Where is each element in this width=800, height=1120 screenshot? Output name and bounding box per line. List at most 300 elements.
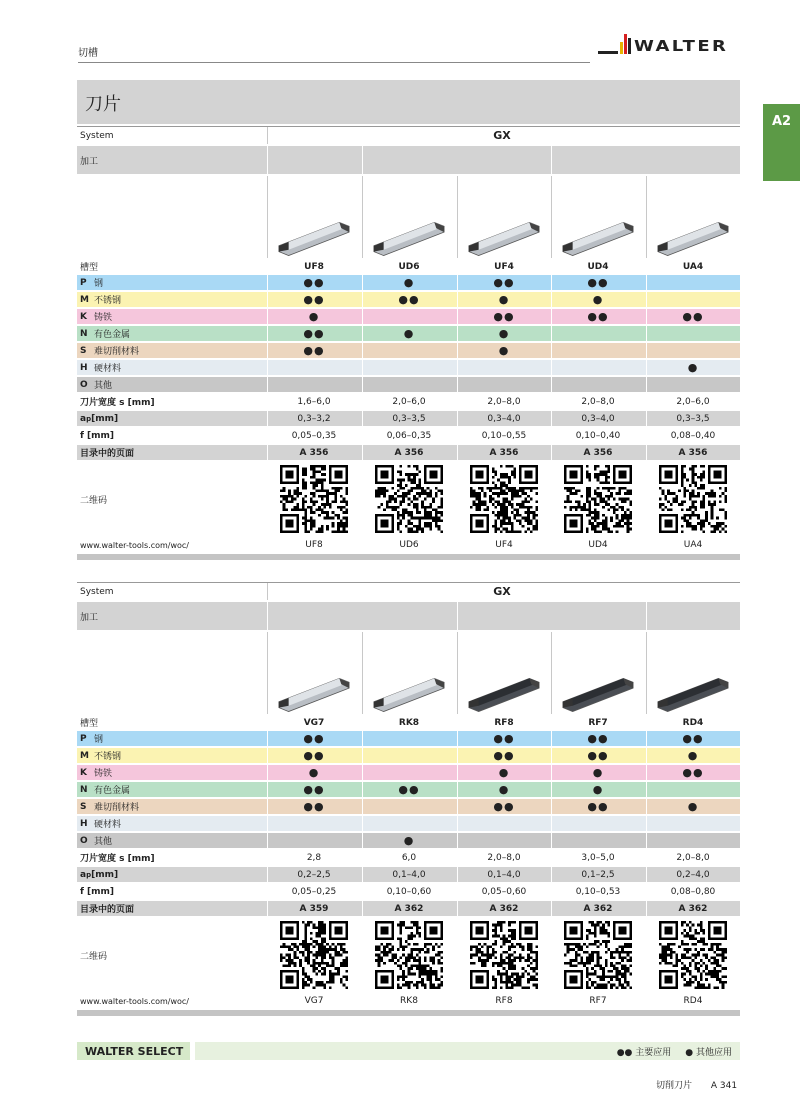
f-value: 0,08–0,40 bbox=[670, 430, 716, 441]
material-label bbox=[80, 731, 103, 746]
width-value: 2,0–8,0 bbox=[676, 852, 710, 863]
material-dots: ●● bbox=[303, 732, 325, 745]
insert-table-2 bbox=[77, 582, 740, 1036]
material-dots: ●● bbox=[493, 276, 515, 289]
qr-cell[interactable] bbox=[551, 462, 645, 536]
column-divider bbox=[551, 428, 552, 443]
column-divider bbox=[267, 816, 268, 831]
qr-code[interactable] bbox=[659, 465, 727, 533]
material-row-N bbox=[77, 782, 740, 797]
column-divider bbox=[457, 275, 458, 290]
material-dots: ● bbox=[403, 834, 415, 847]
groove-name: VG7 bbox=[303, 717, 325, 728]
material-dots bbox=[362, 343, 456, 358]
material-code: H bbox=[80, 362, 88, 373]
material-label bbox=[80, 748, 121, 763]
column-divider bbox=[267, 275, 268, 290]
material-dots bbox=[362, 816, 456, 831]
column-divider bbox=[267, 326, 268, 341]
page-title: 刀片 bbox=[85, 94, 121, 115]
material-row-P bbox=[77, 275, 740, 290]
qr-cell[interactable] bbox=[457, 918, 551, 992]
material-dots bbox=[362, 765, 456, 780]
column-divider bbox=[267, 782, 268, 797]
url-code: RK8 bbox=[400, 996, 418, 1006]
column-divider bbox=[362, 360, 363, 375]
column-divider bbox=[551, 445, 552, 460]
material-name: 其他 bbox=[94, 837, 113, 847]
column-divider bbox=[362, 394, 363, 409]
url-row bbox=[77, 538, 740, 552]
width-value: 2,0–6,0 bbox=[676, 396, 710, 407]
material-dots: ●● bbox=[493, 749, 515, 762]
material-dots: ●● bbox=[303, 276, 325, 289]
material-dots: ●● bbox=[303, 327, 325, 340]
ap-unit: [mm] bbox=[91, 413, 119, 424]
brand-wordmark: WALTER bbox=[634, 37, 729, 55]
material-dots: ● bbox=[687, 749, 699, 762]
column-divider bbox=[457, 748, 458, 763]
material-dots: ● bbox=[308, 766, 320, 779]
material-name: 硬材料 bbox=[94, 364, 122, 374]
legend bbox=[195, 1042, 740, 1060]
material-dots bbox=[362, 748, 456, 763]
image-row bbox=[77, 632, 740, 714]
qr-code[interactable] bbox=[280, 921, 348, 989]
insert-image bbox=[654, 218, 732, 258]
material-dots: ● bbox=[498, 293, 510, 306]
qr-code[interactable] bbox=[659, 921, 727, 989]
material-dots: ● bbox=[403, 276, 415, 289]
column-divider bbox=[267, 127, 268, 144]
material-row-K bbox=[77, 765, 740, 780]
material-dots: ●● bbox=[303, 749, 325, 762]
material-label bbox=[80, 799, 139, 814]
insert-image bbox=[654, 674, 732, 714]
qr-code[interactable] bbox=[564, 921, 632, 989]
column-divider bbox=[646, 428, 647, 443]
title-band bbox=[77, 80, 740, 124]
insert-image-cell bbox=[646, 632, 740, 714]
groove-name: RF8 bbox=[494, 717, 514, 728]
page-ref: A 356 bbox=[394, 447, 424, 458]
material-dots bbox=[362, 799, 456, 814]
ap-row bbox=[77, 411, 740, 426]
section-title: 切槽 bbox=[78, 48, 98, 59]
groove-name: UD4 bbox=[587, 261, 609, 272]
column-divider bbox=[362, 377, 363, 392]
width-row bbox=[77, 850, 740, 865]
ap-row bbox=[77, 867, 740, 882]
column-divider bbox=[646, 176, 647, 258]
insert-image-cell bbox=[362, 176, 456, 258]
column-divider bbox=[457, 602, 458, 630]
column-divider bbox=[551, 309, 552, 324]
material-code: H bbox=[80, 818, 88, 829]
insert-table-1 bbox=[77, 126, 740, 580]
insert-image bbox=[370, 218, 448, 258]
column-divider bbox=[457, 884, 458, 899]
qr-cell[interactable] bbox=[551, 918, 645, 992]
material-name: 难切削材料 bbox=[94, 347, 140, 357]
insert-image-cell bbox=[267, 176, 361, 258]
material-row-O bbox=[77, 377, 740, 392]
url-code: VG7 bbox=[304, 996, 324, 1006]
column-divider bbox=[551, 748, 552, 763]
column-divider bbox=[362, 748, 363, 763]
material-name: 难切削材料 bbox=[94, 803, 140, 813]
material-label bbox=[80, 377, 112, 392]
column-divider bbox=[551, 901, 552, 916]
column-divider bbox=[646, 782, 647, 797]
material-dots: ● bbox=[498, 766, 510, 779]
chapter-tab[interactable]: A2 bbox=[763, 104, 800, 181]
column-divider bbox=[457, 326, 458, 341]
column-divider bbox=[551, 377, 552, 392]
column-divider bbox=[457, 632, 458, 714]
process-row bbox=[77, 146, 740, 174]
column-divider bbox=[646, 731, 647, 746]
qr-code[interactable] bbox=[375, 465, 443, 533]
page-ref: A 362 bbox=[394, 903, 424, 914]
material-code: S bbox=[80, 801, 87, 812]
column-divider bbox=[267, 292, 268, 307]
qr-cell[interactable] bbox=[362, 462, 456, 536]
ap-value: 0,1–2,5 bbox=[581, 869, 615, 880]
material-name: 铸铁 bbox=[94, 313, 113, 323]
column-divider bbox=[646, 326, 647, 341]
material-code: K bbox=[80, 767, 87, 778]
column-divider bbox=[267, 884, 268, 899]
material-row-H bbox=[77, 816, 740, 831]
column-divider bbox=[362, 867, 363, 882]
page-row bbox=[77, 445, 740, 460]
page-ref: A 356 bbox=[678, 447, 708, 458]
material-dots bbox=[362, 360, 456, 375]
width-row bbox=[77, 394, 740, 409]
f-label: f [mm] bbox=[80, 886, 115, 897]
column-divider bbox=[551, 326, 552, 341]
material-dots bbox=[646, 343, 740, 358]
url-code: UA4 bbox=[683, 540, 703, 550]
material-dots bbox=[646, 833, 740, 848]
groove-name: RD4 bbox=[682, 717, 704, 728]
column-divider bbox=[267, 146, 268, 174]
f-value: 0,05–0,25 bbox=[291, 886, 337, 897]
material-dots: ● bbox=[687, 800, 699, 813]
material-dots: ● bbox=[592, 783, 604, 796]
material-name: 钢 bbox=[94, 735, 104, 745]
page-label: 目录中的页面 bbox=[80, 449, 135, 459]
column-divider bbox=[551, 275, 552, 290]
insert-image bbox=[559, 674, 637, 714]
ap-value: 0,3–3,5 bbox=[392, 413, 426, 424]
column-divider bbox=[362, 782, 363, 797]
column-divider bbox=[362, 326, 363, 341]
material-dots: ●● bbox=[682, 766, 704, 779]
width-label: 刀片宽度 s [mm] bbox=[80, 398, 155, 408]
system-row bbox=[77, 582, 740, 600]
qr-cell[interactable] bbox=[267, 462, 361, 536]
column-divider bbox=[362, 428, 363, 443]
page-footer bbox=[656, 1078, 737, 1091]
material-label bbox=[80, 816, 121, 831]
ap-value: 0,2–2,5 bbox=[297, 869, 331, 880]
material-dots: ●● bbox=[303, 800, 325, 813]
material-dots bbox=[267, 377, 361, 392]
material-name: 铸铁 bbox=[94, 769, 113, 779]
column-divider bbox=[646, 833, 647, 848]
ap-value: 0,1–4,0 bbox=[487, 869, 521, 880]
ap-subscript: p bbox=[86, 414, 92, 423]
column-divider bbox=[457, 867, 458, 882]
url-label[interactable]: www.walter-tools.com/woc/ bbox=[80, 996, 189, 1006]
column-divider bbox=[551, 292, 552, 307]
qr-code[interactable] bbox=[280, 465, 348, 533]
page-ref: A 356 bbox=[489, 447, 519, 458]
insert-image-cell bbox=[551, 176, 645, 258]
page-ref: A 362 bbox=[583, 903, 613, 914]
column-divider bbox=[551, 411, 552, 426]
qr-cell[interactable] bbox=[362, 918, 456, 992]
ap-label bbox=[80, 411, 118, 426]
url-code: UD4 bbox=[588, 540, 608, 550]
material-code: M bbox=[80, 750, 89, 761]
column-divider bbox=[457, 782, 458, 797]
column-divider bbox=[551, 782, 552, 797]
f-value: 0,05–0,35 bbox=[291, 430, 337, 441]
width-value: 3,0–5,0 bbox=[581, 852, 615, 863]
image-row bbox=[77, 176, 740, 258]
material-code: K bbox=[80, 311, 87, 322]
qr-cell[interactable] bbox=[267, 918, 361, 992]
groove-name: RK8 bbox=[398, 717, 420, 728]
ap-symbol: a bbox=[80, 413, 87, 424]
insert-image-cell bbox=[646, 176, 740, 258]
column-divider bbox=[362, 731, 363, 746]
column-divider bbox=[646, 377, 647, 392]
f-value: 0,08–0,80 bbox=[670, 886, 716, 897]
column-divider bbox=[362, 176, 363, 258]
width-value: 2,0–8,0 bbox=[487, 396, 521, 407]
system-value: GX bbox=[493, 585, 511, 598]
insert-image bbox=[275, 218, 353, 258]
material-code: P bbox=[80, 277, 87, 288]
column-divider bbox=[457, 799, 458, 814]
material-dots: ● bbox=[498, 783, 510, 796]
material-row-P bbox=[77, 731, 740, 746]
material-dots bbox=[551, 326, 645, 341]
material-dots bbox=[362, 377, 456, 392]
insert-image bbox=[370, 674, 448, 714]
column-divider bbox=[457, 445, 458, 460]
system-row bbox=[77, 126, 740, 144]
material-dots: ●● bbox=[493, 732, 515, 745]
material-name: 其他 bbox=[94, 381, 113, 391]
material-dots: ●● bbox=[493, 800, 515, 813]
material-dots bbox=[646, 326, 740, 341]
column-divider bbox=[457, 377, 458, 392]
material-dots: ●● bbox=[303, 344, 325, 357]
ap-value: 0,2–4,0 bbox=[676, 869, 710, 880]
material-dots: ●● bbox=[398, 293, 420, 306]
column-divider bbox=[362, 292, 363, 307]
column-divider bbox=[362, 816, 363, 831]
material-code: S bbox=[80, 345, 87, 356]
url-code: UF4 bbox=[495, 540, 513, 550]
f-value: 0,05–0,60 bbox=[481, 886, 527, 897]
groove-name: UA4 bbox=[682, 261, 704, 272]
material-label bbox=[80, 782, 130, 797]
column-divider bbox=[551, 799, 552, 814]
ap-unit: [mm] bbox=[91, 869, 119, 880]
column-divider bbox=[646, 275, 647, 290]
url-code: RF7 bbox=[589, 996, 607, 1006]
material-dots bbox=[457, 360, 551, 375]
material-row-S bbox=[77, 343, 740, 358]
header-rule bbox=[78, 62, 590, 63]
groove-name: RF7 bbox=[588, 717, 608, 728]
qr-code[interactable] bbox=[564, 465, 632, 533]
column-divider bbox=[457, 833, 458, 848]
column-divider bbox=[267, 748, 268, 763]
material-label bbox=[80, 360, 121, 375]
column-divider bbox=[646, 411, 647, 426]
qr-row bbox=[77, 462, 740, 536]
material-dots: ●● bbox=[587, 749, 609, 762]
column-divider bbox=[267, 360, 268, 375]
material-dots bbox=[646, 377, 740, 392]
page-number: A 341 bbox=[710, 1081, 738, 1091]
material-name: 不锈钢 bbox=[94, 296, 122, 306]
ap-value: 0,1–4,0 bbox=[392, 869, 426, 880]
qr-cell[interactable] bbox=[457, 462, 551, 536]
column-divider bbox=[457, 360, 458, 375]
page-ref: A 362 bbox=[489, 903, 519, 914]
column-divider bbox=[646, 765, 647, 780]
column-divider bbox=[646, 360, 647, 375]
f-label: f [mm] bbox=[80, 430, 115, 441]
column-divider bbox=[362, 275, 363, 290]
ap-value: 0,3–4,0 bbox=[581, 413, 615, 424]
column-divider bbox=[267, 411, 268, 426]
material-name: 钢 bbox=[94, 279, 104, 289]
groove-label: 槽型 bbox=[80, 719, 99, 729]
f-value: 0,06–0,35 bbox=[386, 430, 432, 441]
material-dots bbox=[457, 377, 551, 392]
legend-other: ● 其他应用 bbox=[685, 1047, 732, 1058]
column-divider bbox=[457, 292, 458, 307]
qr-cell[interactable] bbox=[646, 462, 740, 536]
column-divider bbox=[551, 884, 552, 899]
material-dots: ● bbox=[592, 766, 604, 779]
groove-row bbox=[77, 716, 740, 729]
url-label[interactable]: www.walter-tools.com/woc/ bbox=[80, 540, 189, 550]
width-value: 2,8 bbox=[306, 852, 322, 863]
column-divider bbox=[551, 146, 552, 174]
footer-label: 切削刀片 bbox=[656, 1081, 693, 1091]
insert-image-cell bbox=[457, 632, 551, 714]
material-code: N bbox=[80, 328, 88, 339]
material-name: 有色金属 bbox=[94, 786, 131, 796]
material-code: O bbox=[80, 379, 88, 390]
column-divider bbox=[267, 731, 268, 746]
page-ref: A 356 bbox=[299, 447, 329, 458]
qr-code[interactable] bbox=[470, 921, 538, 989]
groove-row bbox=[77, 260, 740, 273]
insert-image-cell bbox=[267, 632, 361, 714]
page-ref: A 356 bbox=[583, 447, 613, 458]
column-divider bbox=[267, 343, 268, 358]
column-divider bbox=[646, 816, 647, 831]
material-label bbox=[80, 765, 112, 780]
column-divider bbox=[267, 309, 268, 324]
column-divider bbox=[551, 394, 552, 409]
section-bottom-bar bbox=[77, 554, 740, 560]
column-divider bbox=[551, 360, 552, 375]
qr-code[interactable] bbox=[470, 465, 538, 533]
material-row-S bbox=[77, 799, 740, 814]
ap-value: 0,3–4,0 bbox=[487, 413, 521, 424]
column-divider bbox=[362, 309, 363, 324]
column-divider bbox=[457, 731, 458, 746]
f-value: 0,10–0,53 bbox=[575, 886, 621, 897]
insert-image-cell bbox=[457, 176, 551, 258]
column-divider bbox=[646, 394, 647, 409]
walter-select-label: WALTER SELECT bbox=[77, 1042, 190, 1060]
section-bottom-bar bbox=[77, 1010, 740, 1016]
material-dots: ● bbox=[498, 344, 510, 357]
column-divider bbox=[267, 394, 268, 409]
page-ref: A 362 bbox=[678, 903, 708, 914]
groove-label: 槽型 bbox=[80, 263, 99, 273]
material-label bbox=[80, 292, 121, 307]
url-code: RF8 bbox=[495, 996, 513, 1006]
qr-row bbox=[77, 918, 740, 992]
material-label bbox=[80, 326, 130, 341]
groove-name: UF8 bbox=[304, 261, 324, 272]
material-dots bbox=[362, 309, 456, 324]
material-dots bbox=[457, 833, 551, 848]
column-divider bbox=[267, 445, 268, 460]
column-divider bbox=[457, 394, 458, 409]
insert-image bbox=[465, 218, 543, 258]
column-divider bbox=[267, 867, 268, 882]
walter-logo bbox=[598, 28, 740, 64]
qr-code[interactable] bbox=[375, 921, 443, 989]
column-divider bbox=[267, 799, 268, 814]
material-dots: ●● bbox=[682, 732, 704, 745]
material-dots bbox=[551, 343, 645, 358]
material-row-K bbox=[77, 309, 740, 324]
column-divider bbox=[267, 901, 268, 916]
column-divider bbox=[267, 428, 268, 443]
insert-image-cell bbox=[551, 632, 645, 714]
groove-name: UD6 bbox=[398, 261, 420, 272]
column-divider bbox=[267, 602, 268, 630]
qr-cell[interactable] bbox=[646, 918, 740, 992]
column-divider bbox=[267, 583, 268, 600]
column-divider bbox=[362, 146, 363, 174]
column-divider bbox=[551, 833, 552, 848]
material-row-N bbox=[77, 326, 740, 341]
material-dots: ● bbox=[687, 361, 699, 374]
material-dots: ●● bbox=[493, 310, 515, 323]
ap-value: 0,3–3,5 bbox=[676, 413, 710, 424]
material-dots: ● bbox=[498, 327, 510, 340]
material-dots bbox=[646, 275, 740, 290]
system-label: System bbox=[80, 130, 114, 141]
